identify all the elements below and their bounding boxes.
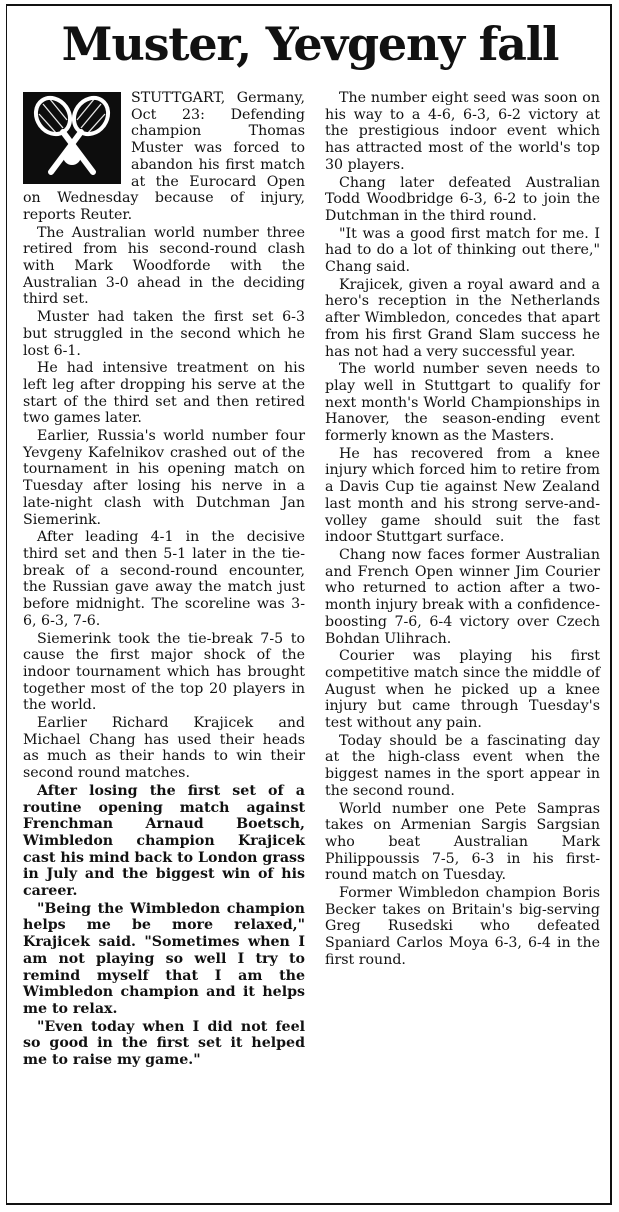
paragraph: "It was a good first match for me. I had to do a lot of thinking out there," Chang said. xyxy=(325,225,600,276)
paragraph: Chang now faces former Australian and French Open winner Jim Courier who returned to action after a two-month injury break with a confidence-boosting 7-6, 6-4 victory over Czech Bohdan Ulihrach. xyxy=(325,546,600,647)
paragraph: Chang later defeated Australian Todd Woodbridge 6-3, 6-2 to join the Dutchman in the third round. xyxy=(325,174,600,224)
headline: Muster, Yevgeny fall xyxy=(61,17,559,71)
paragraph: The number eight seed was soon on his way to a 4-6, 6-3, 6-2 victory at the prestigious indoor event which has attracted most of the world's top 30 players. xyxy=(325,90,600,173)
paragraph: World number one Pete Sampras takes on Armenian Sargis Sargsian who beat Australian Mark Philippoussis 7-5, 6-3 in his first-round match on Tuesday. xyxy=(325,800,600,884)
paragraph: Former Wimbledon champion Boris Becker takes on Britain's big-serving Greg Rusedski who defeated Spaniard Carlos Moya 6-3, 6-4 in the first round. xyxy=(325,885,600,968)
paragraph: After leading 4-1 in the decisive third set and then 5-1 later in the tie-break of a second-round encounter, the Russian gave away the match just before midnight. The scoreline was 3-6, 6-3, 7-6. xyxy=(23,529,305,629)
paragraph: Earlier, Russia's world number four Yevgeny Kafelnikov crashed out of the tournament in his opening match on Tuesday after losing his nerve in a late-night clash with Dutchman Jan Siemerink. xyxy=(23,428,305,528)
left-column xyxy=(23,90,305,1070)
news-article xyxy=(6,4,612,1205)
paragraph: Today should be a fascinating day at the high-class event when the biggest names in the sport appear in the second round. xyxy=(325,732,600,799)
paragraph-bold: "Even today when I did not feel so good in the first set it helped me to raise my game." xyxy=(23,1018,305,1069)
paragraph: Courier was playing his first competitive match since the middle of August when he picked up a knee injury but came through Tuesday's test without any pain. xyxy=(325,648,600,732)
paragraph-bold: After losing the first set of a routine opening match against Frenchman Arnaud Boetsch, Wimbledon champion Krajicek cast his mind back to London grass in July and the biggest win of his career. xyxy=(23,782,305,900)
paragraph: The world number seven needs to play well in Stuttgart to qualify for next month's World Championships in Hanover, the season-ending event formerly known as the Masters. xyxy=(325,361,600,445)
paragraph: Krajicek, given a royal award and a hero's reception in the Netherlands after Wimbledon, concedes that apart from his first Grand Slam success he has not had a very successful year. xyxy=(325,276,600,360)
paragraph: He had intensive treatment on his left leg after dropping his serve at the start of the third set and then retired two games later. xyxy=(23,360,305,427)
right-column xyxy=(325,90,600,970)
paragraph: Earlier Richard Krajicek and Michael Chang has used their heads as much as their hands to win their second round matches. xyxy=(23,715,305,782)
paragraph: Siemerink took the tie-break 7-5 to cause the first major shock of the indoor tournament which has brought together most of the top 20 players in the world. xyxy=(23,630,305,714)
paragraph: STUTTGART, Germany, Oct 23: Defending champion Thomas Muster was forced to abandon his first match at the Eurocard Open on Wednesday because of injury, reports Reuter. xyxy=(23,90,305,223)
paragraph: Muster had taken the first set 6-3 but struggled in the second which he lost 6-1. xyxy=(23,309,305,359)
crossed-tennis-rackets-icon xyxy=(23,92,121,184)
paragraph: He has recovered from a knee injury which forced him to retire from a Davis Cup tie against New Zealand last month and his strong serve-and-volley game should suit the fast indoor Stuttgart surface. xyxy=(325,445,600,546)
paragraph: The Australian world number three retired from his second-round clash with Mark Woodforde with the Australian 3-0 ahead in the deciding third set. xyxy=(23,224,305,308)
paragraph-bold: "Being the Wimbledon champion helps me be more relaxed," Krajicek said. "Sometimes when I am not playing so well I try to remind myself that I am the Wimbledon champion and it helps me to relax. xyxy=(23,900,305,1017)
